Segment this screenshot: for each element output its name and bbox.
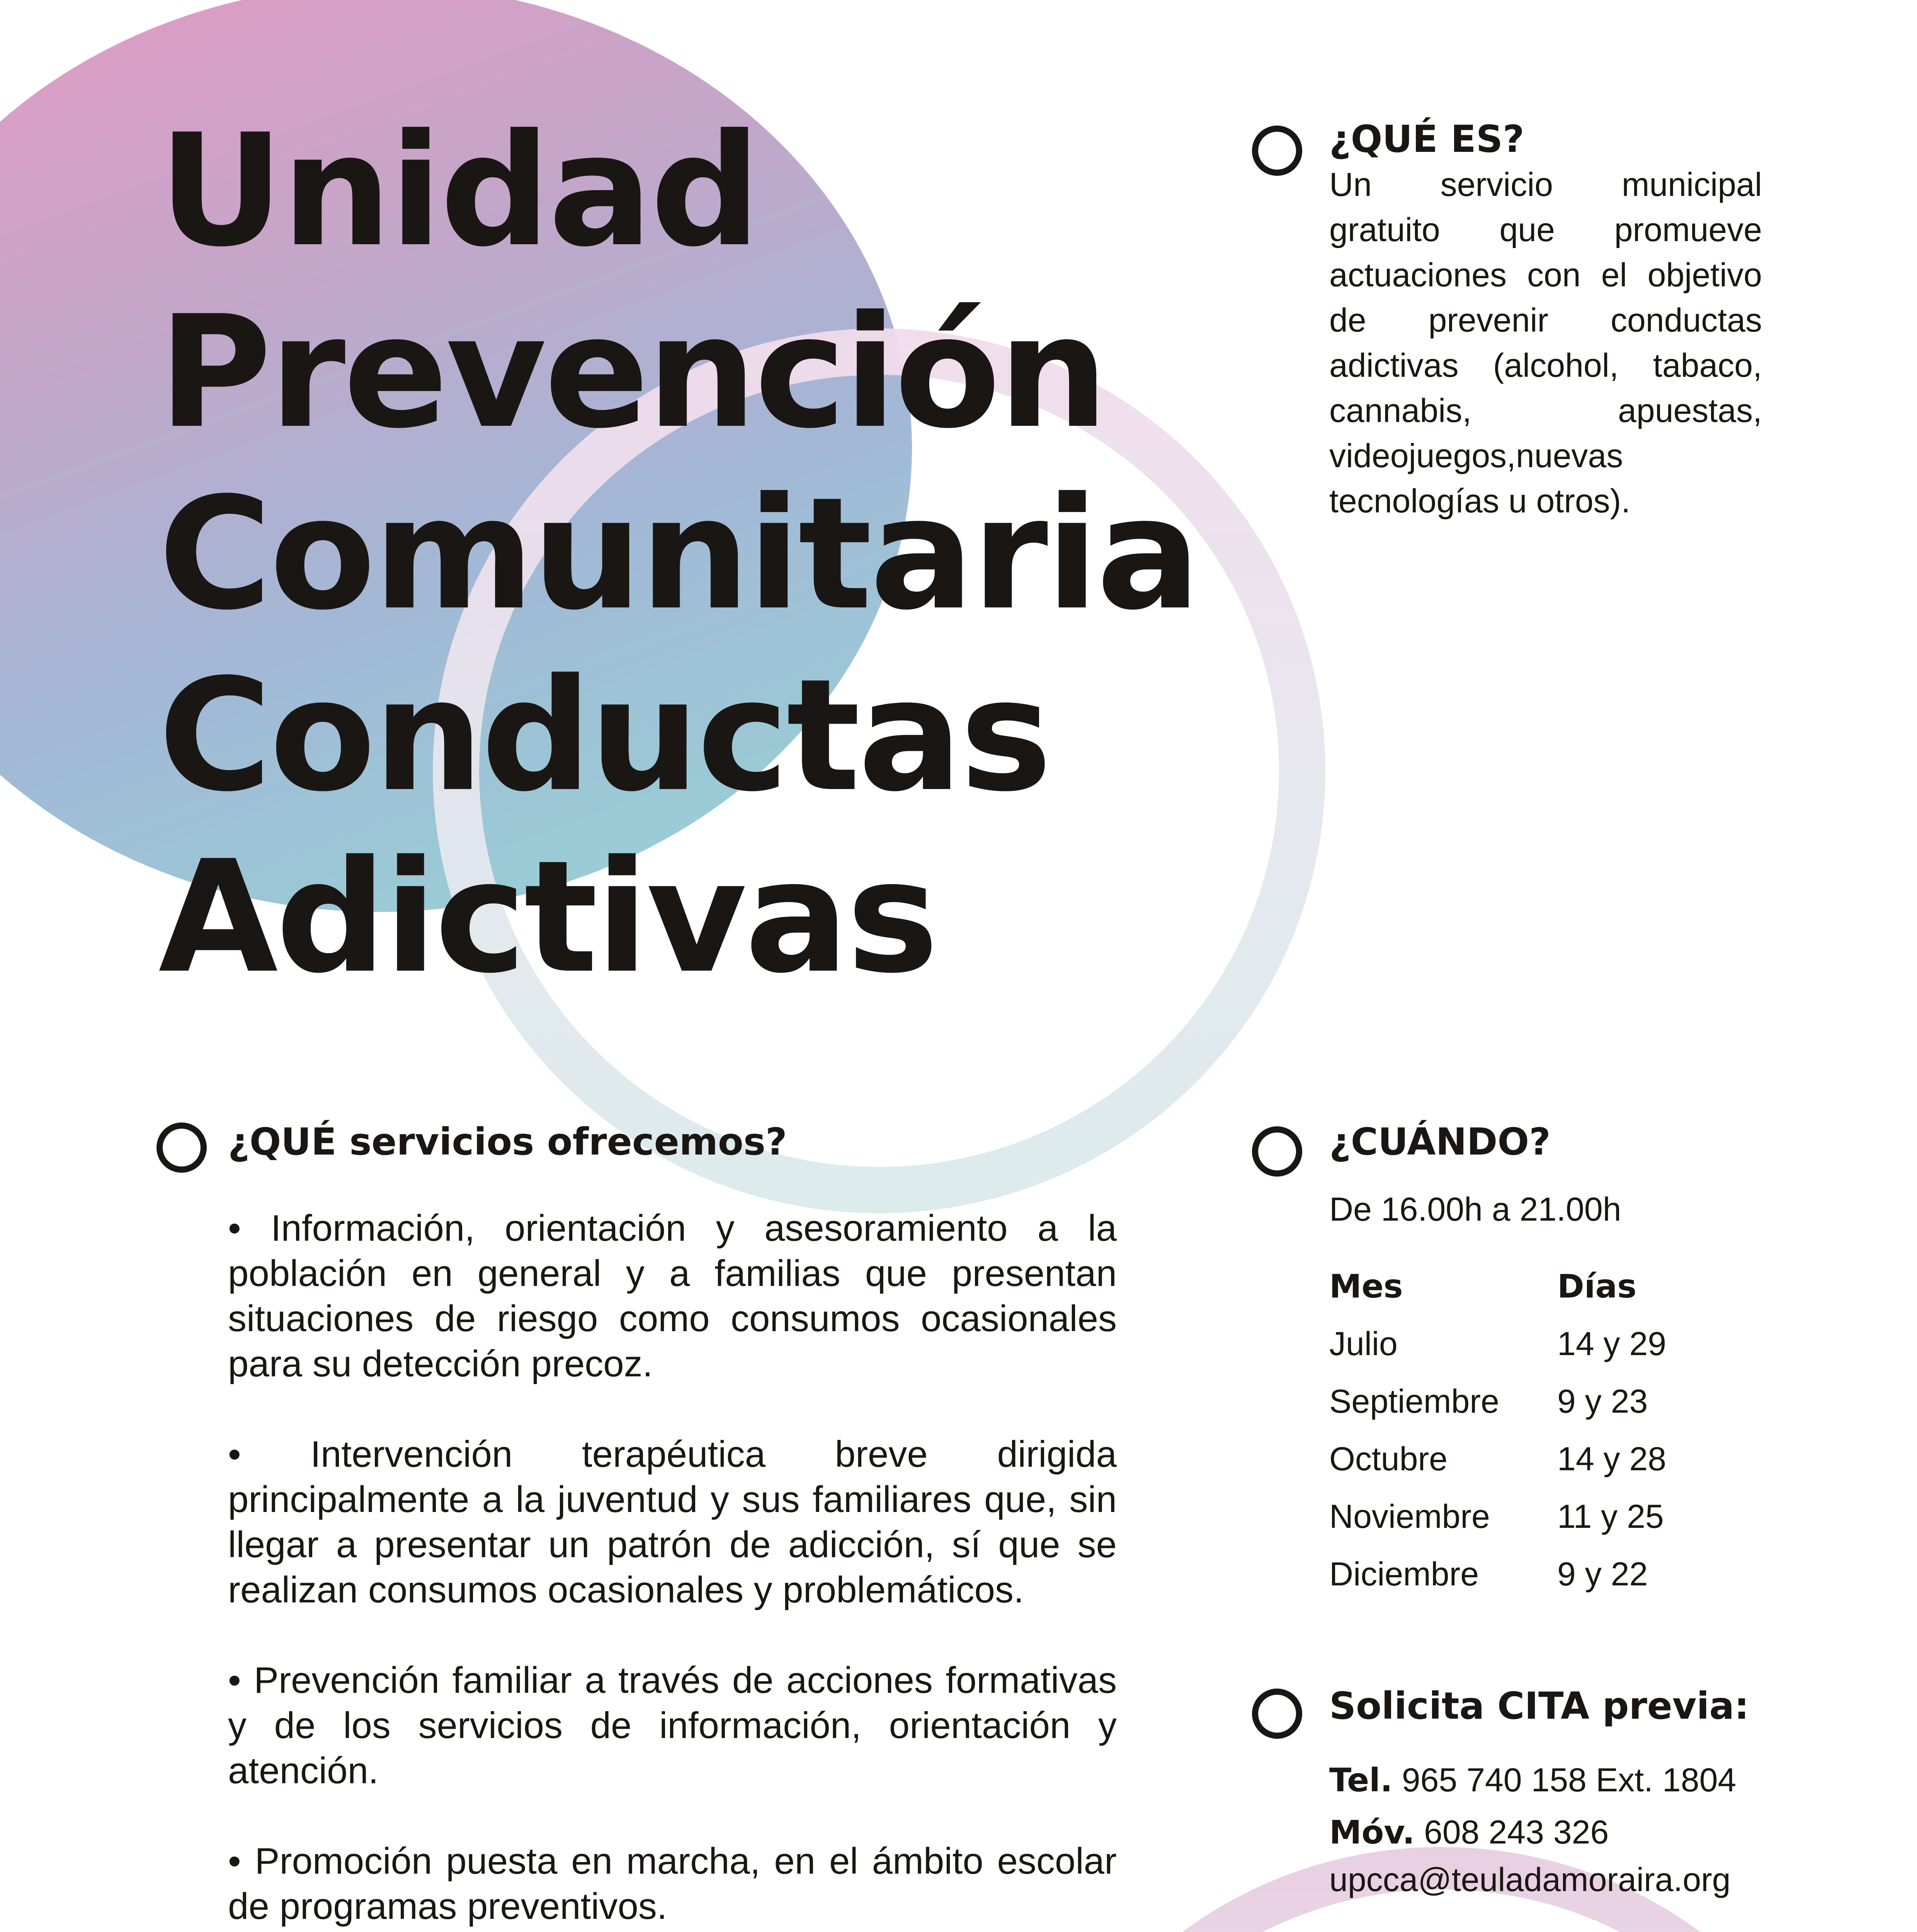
- que-es-description: Un servicio municipal gratuito que promueve actuaciones con el objetivo de prevenir conductas adictivas (alcohol, tabaco, cannabis, apuestas, videojuegos,nuevas tecnologías u otros).: [1329, 166, 1762, 520]
- schedule-month: Noviembre: [1329, 1498, 1490, 1535]
- phone-label: Tel.: [1329, 1761, 1393, 1799]
- schedule-days: 9 y 22: [1557, 1556, 1648, 1593]
- phone-number[interactable]: 965 740 158 Ext. 1804: [1402, 1762, 1737, 1799]
- contact-block: [1329, 1754, 1909, 1901]
- schedule-days: 14 y 28: [1557, 1440, 1667, 1478]
- title-line-3: Comunitaria: [158, 464, 1199, 644]
- schedule-days: 9 y 23: [1557, 1383, 1648, 1420]
- schedule-month: Octubre: [1329, 1440, 1448, 1478]
- title-line-5: Adictivas: [158, 828, 937, 1007]
- schedule-row: [1329, 1546, 1666, 1603]
- schedule-header-row: [1329, 1258, 1666, 1315]
- services-list: [228, 1206, 1117, 1932]
- schedule-row: [1329, 1373, 1666, 1430]
- mobile-label: Móv.: [1329, 1813, 1415, 1851]
- mobile-line: [1329, 1806, 1909, 1859]
- circle-bullet-icon: [1252, 1126, 1302, 1177]
- schedule-month: Septiembre: [1329, 1383, 1499, 1420]
- schedule-table: [1329, 1258, 1666, 1603]
- schedule-days: 14 y 29: [1557, 1325, 1667, 1362]
- service-item: • Promoción puesta en marcha, en el ámbito escolar de programas preventivos.: [228, 1840, 1117, 1927]
- cuando-heading: ¿CUÁNDO?: [1329, 1120, 1551, 1163]
- service-item: • Intervención terapéutica breve dirigida principalmente a la juventud y sus familiares que, sin llegar a presentar un patrón de adicción, sí que se realizan consumos ocasionales y problemáticos.: [228, 1434, 1117, 1611]
- service-item: • Información, orientación y asesoramiento a la población en general y a familias que presentan situaciones de riesgo como consumos ocasionales para su detección precoz.: [228, 1208, 1117, 1384]
- schedule-row: [1329, 1315, 1666, 1373]
- email-link[interactable]: upcca@teuladamoraira.org: [1329, 1861, 1731, 1898]
- circle-bullet-icon: [1252, 1689, 1302, 1739]
- circle-bullet-icon: [1252, 126, 1302, 176]
- poster-title: [158, 100, 1318, 1009]
- title-line-4: Conductas: [158, 646, 1050, 826]
- circle-bullet-icon: [156, 1122, 207, 1173]
- title-line-1: Unidad: [158, 101, 759, 281]
- services-heading: ¿QUÉ servicios ofrecemos?: [228, 1120, 787, 1163]
- que-es-heading: ¿QUÉ ES?: [1329, 117, 1524, 161]
- schedule-month: Diciembre: [1329, 1556, 1479, 1593]
- schedule-hours: De 16.00h a 21.00h: [1329, 1191, 1621, 1228]
- schedule-col-mes: Mes: [1329, 1267, 1403, 1305]
- title-line-2: Prevención: [158, 283, 1106, 463]
- phone-line: [1329, 1754, 1909, 1806]
- service-item: • Prevención familiar a través de acciones formativas y de los servicios de información, orientación y atención.: [228, 1660, 1117, 1791]
- cita-heading: Solicita CITA previa:: [1329, 1684, 1749, 1728]
- schedule-row: [1329, 1488, 1666, 1546]
- schedule-days: 11 y 25: [1557, 1498, 1664, 1535]
- schedule-month: Julio: [1329, 1325, 1398, 1362]
- mobile-number[interactable]: 608 243 326: [1424, 1814, 1609, 1851]
- schedule-row: [1329, 1430, 1666, 1488]
- schedule-col-dias: Días: [1557, 1267, 1637, 1305]
